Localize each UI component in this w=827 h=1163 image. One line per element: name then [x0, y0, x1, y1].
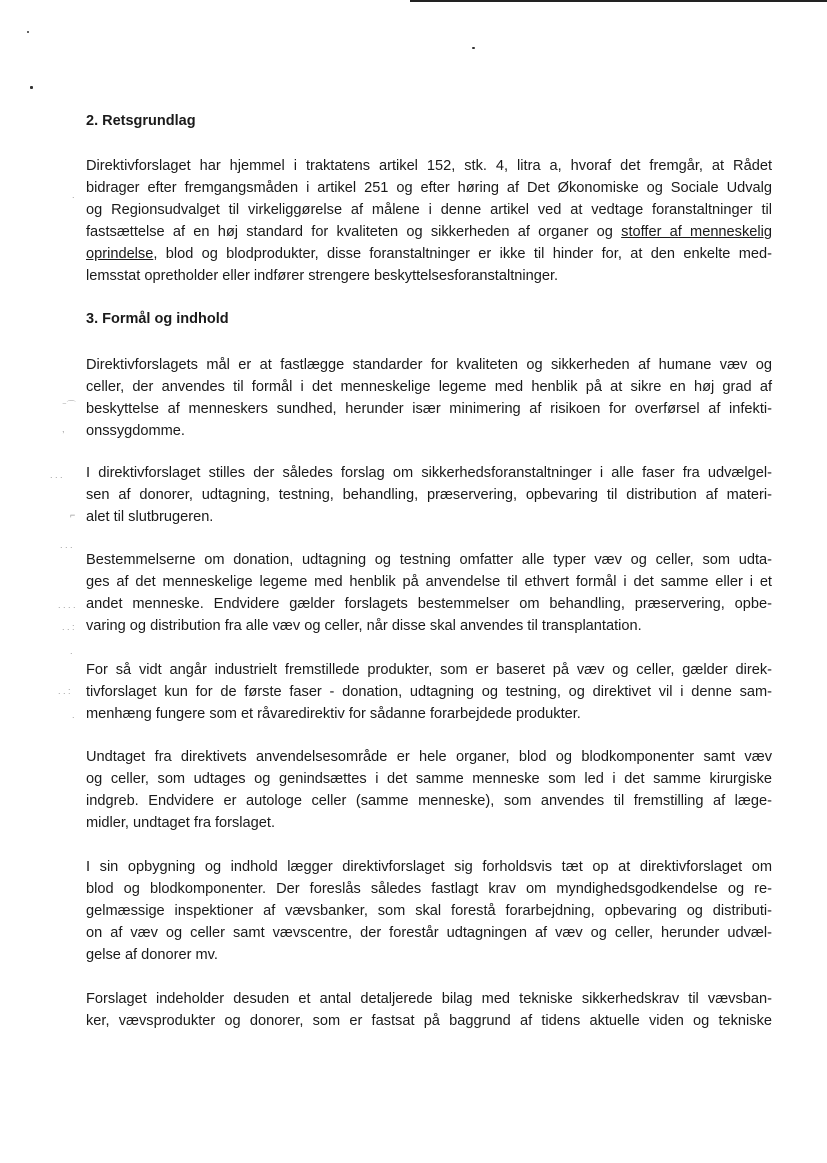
text-line: alet til slutbrugeren.: [86, 509, 214, 525]
margin-artifact: .: [72, 710, 75, 720]
text-line: menhæng fungere som et råvaredirektiv for sådanne forarbejdede produkter.: [86, 706, 581, 722]
text-line: bidrager efter fremgangsmåden i artikel 251 og efter høring af Det Økonomiske og Sociale Udvalg: [86, 180, 772, 196]
scan-speck: [27, 31, 29, 33]
text-line: For så vidt angår industrielt fremstillede produkter, som er baseret på væv og celler, gælder direk-: [86, 662, 772, 678]
text-run: , blod og blodprodukter, disse foranstaltninger er ikke til hinder for, at den enkelte med-: [153, 246, 772, 262]
text-line: tivforslaget kun for de første faser - donation, udtagning og testning, og direktivet vil i denne sam-: [86, 684, 772, 700]
underlined-phrase: oprindelse: [86, 246, 154, 262]
text-line: midler, undtaget fra forslaget.: [86, 815, 276, 831]
margin-artifact: ⁻⌒: [62, 400, 76, 410]
text-line: varing og distribution fra alle væv og celler, når disse skal anvendes til transplantation.: [86, 618, 642, 634]
margin-artifact: . . .: [60, 540, 73, 550]
text-line: beskyttelse af menneskers sundhed, herunder især minimering af risikoen for overførsel af infekti-: [86, 401, 772, 417]
text-line: I direktivforslaget stilles der således forslag om sikkerhedsforanstaltninger i alle faser fra udvælgel-: [86, 465, 772, 481]
margin-artifact: . . . .: [58, 600, 76, 610]
text-line: Forslaget indeholder desuden et antal detaljerede bilag med tekniske sikkerhedskrav til vævsban-: [86, 991, 772, 1007]
text-line: [86, 221, 772, 243]
text-line: sen af donorer, udtagning, testning, behandling, præservering, opbevaring til distribution af materi-: [86, 487, 772, 503]
scan-top-edge-line: [410, 0, 827, 2]
text-line: ker, vævsprodukter og donorer, som er fastsat på baggrund af tidens aktuelle viden og tekniske: [86, 1013, 772, 1029]
text-line: on af væv og celler samt vævscentre, der forestår udtagningen af væv og celler, herunder udvæl-: [86, 925, 772, 941]
text-line: Bestemmelserne om donation, udtagning og testning omfatter alle typer væv og celler, som udta-: [86, 552, 772, 568]
margin-artifact: ⌐: [70, 510, 76, 520]
section-heading-formaal-og-indhold: 3. Formål og indhold: [86, 311, 229, 327]
margin-artifact: . . :: [58, 686, 71, 696]
text-line: indgreb. Endvidere er autologe celler (samme menneske), som anvendes til fremstilling af læge-: [86, 793, 772, 809]
scan-speck: [472, 47, 475, 49]
text-run: fastsættelse af en høj standard for kvaliteten og sikkerheden af organer og: [86, 224, 622, 240]
margin-artifact: . . :: [62, 622, 75, 632]
section-heading-retsgrundlag: 2. Retsgrundlag: [86, 113, 196, 129]
text-line: I sin opbygning og indhold lægger direktivforslaget sig forholdsvis tæt op at direktivforslaget om: [86, 859, 772, 875]
text-line: celler, der anvendes til formål i det menneskelige legeme med henblik på at sikre en høj grad af: [86, 379, 772, 395]
text-line: Direktivforslaget har hjemmel i traktatens artikel 152, stk. 4, litra a, hvoraf det fremgår, at Rådet: [86, 158, 772, 174]
text-line: gelmæssige inspektioner af vævsbanker, som skal forestå forarbejdning, opbevaring og distributi-: [86, 903, 772, 919]
text-line: ges af det menneskelige legeme med henblik på anvendelse til ethvert formål i det samme eller i et: [86, 574, 772, 590]
text-line: Undtaget fra direktivets anvendelsesområde er hele organer, blod og blodkomponenter samt væv: [86, 749, 772, 765]
text-line: og celler, som udtages og genindsættes i det samme menneske som led i det samme kirurgiske: [86, 771, 772, 787]
text-line: onssygdomme.: [86, 423, 185, 439]
text-line: gelse af donorer mv.: [86, 947, 218, 963]
underlined-phrase: stoffer af menneskelig: [621, 224, 772, 240]
text-line: lemsstat opretholder eller indfører strengere beskyttelsesforanstaltninger.: [86, 268, 559, 284]
text-line: og Regionsudvalget til virkeliggørelse af målene i denne artikel ved at vedtage foranstaltninger til: [86, 202, 772, 218]
scan-speck: [30, 86, 33, 89]
text-line: andet menneske. Endvidere gælder forslagets bestemmelser om behandling, præservering, opbe-: [86, 596, 772, 612]
text-line: Direktivforslagets mål er at fastlægge standarder for kvaliteten og sikkerheden af humane væv og: [86, 357, 772, 373]
margin-artifact: ,: [62, 424, 65, 434]
margin-artifact: . . .: [50, 470, 63, 480]
text-line: blod og blodkomponenter. Der foreslås således fastlagt krav om myndighedsgodkendelse og re-: [86, 881, 772, 897]
text-line: [86, 243, 772, 265]
margin-artifact: .: [72, 190, 75, 200]
margin-artifact: .: [70, 646, 73, 656]
